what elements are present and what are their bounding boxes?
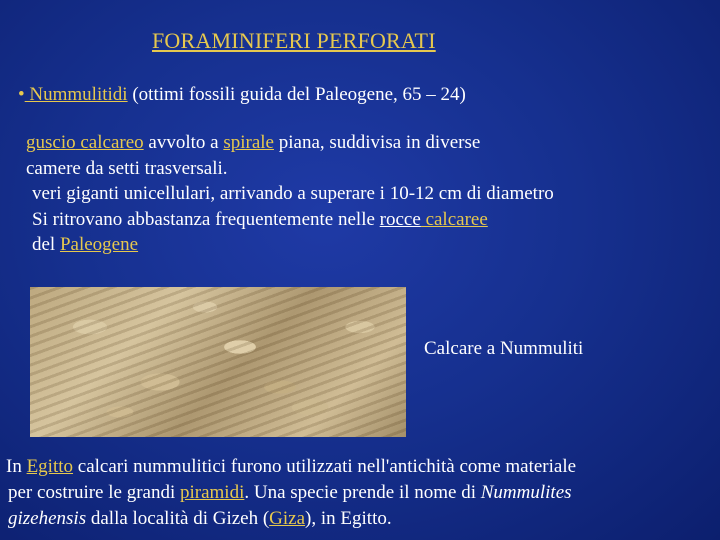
egypt-text: calcari nummulitici furono utilizzati nell'antichità come materiale <box>73 456 577 477</box>
description-line-5 <box>26 232 720 258</box>
link-calcareo[interactable]: calcareo <box>75 132 144 153</box>
description-text: avvolto a <box>143 132 224 153</box>
bullet-nummulitidi <box>18 84 466 106</box>
description-line-3: veri giganti unicellulari, arrivando a superare i 10-12 cm di diametro <box>32 183 554 204</box>
link-nummulitidi[interactable]: Nummulitidi <box>24 84 128 105</box>
description-text: del <box>32 234 60 255</box>
egypt-text: dalla località di Gizeh ( <box>86 508 270 529</box>
description-paragraph <box>26 130 720 258</box>
bullet-rest-text: (ottimi fossili guida del Paleogene, 65 – 24) <box>127 84 466 105</box>
link-paleogene[interactable]: Paleogene <box>59 234 139 255</box>
egypt-line-1 <box>6 454 720 480</box>
egypt-text: per costruire le grandi <box>8 482 180 503</box>
species-epithet: gizehensis <box>8 508 87 529</box>
description-line-2: camere da setti trasversali. <box>26 157 228 179</box>
link-calcaree[interactable]: calcaree <box>420 208 488 230</box>
photo-caption: Calcare a Nummuliti <box>424 338 584 359</box>
egypt-text: In <box>6 456 27 477</box>
link-piramidi[interactable]: piramidi <box>179 482 245 503</box>
egypt-text: ), in Egitto. <box>305 508 392 529</box>
egypt-text: . Una specie prende il nome di <box>244 482 481 503</box>
egypt-line-3 <box>6 506 720 532</box>
link-spirale[interactable]: spirale <box>223 132 274 153</box>
species-genus: Nummulites <box>480 482 572 503</box>
link-giza[interactable]: Giza <box>269 508 306 529</box>
description-line-1 <box>26 130 720 156</box>
link-egitto[interactable]: Egitto <box>26 456 74 477</box>
egypt-paragraph <box>6 454 720 532</box>
nummulite-limestone-photo <box>30 287 406 437</box>
description-text: piana, suddivisa in diverse <box>273 132 481 153</box>
bullet-marker: • <box>18 84 25 105</box>
egypt-line-2 <box>6 480 720 506</box>
slide-title: FORAMINIFERI PERFORATI <box>152 28 436 53</box>
link-guscio[interactable]: guscio <box>26 132 76 153</box>
link-rocce[interactable]: rocce <box>379 208 421 230</box>
description-line-4 <box>26 207 720 233</box>
description-text: Si ritrovano abbastanza frequentemente nelle <box>32 208 380 230</box>
